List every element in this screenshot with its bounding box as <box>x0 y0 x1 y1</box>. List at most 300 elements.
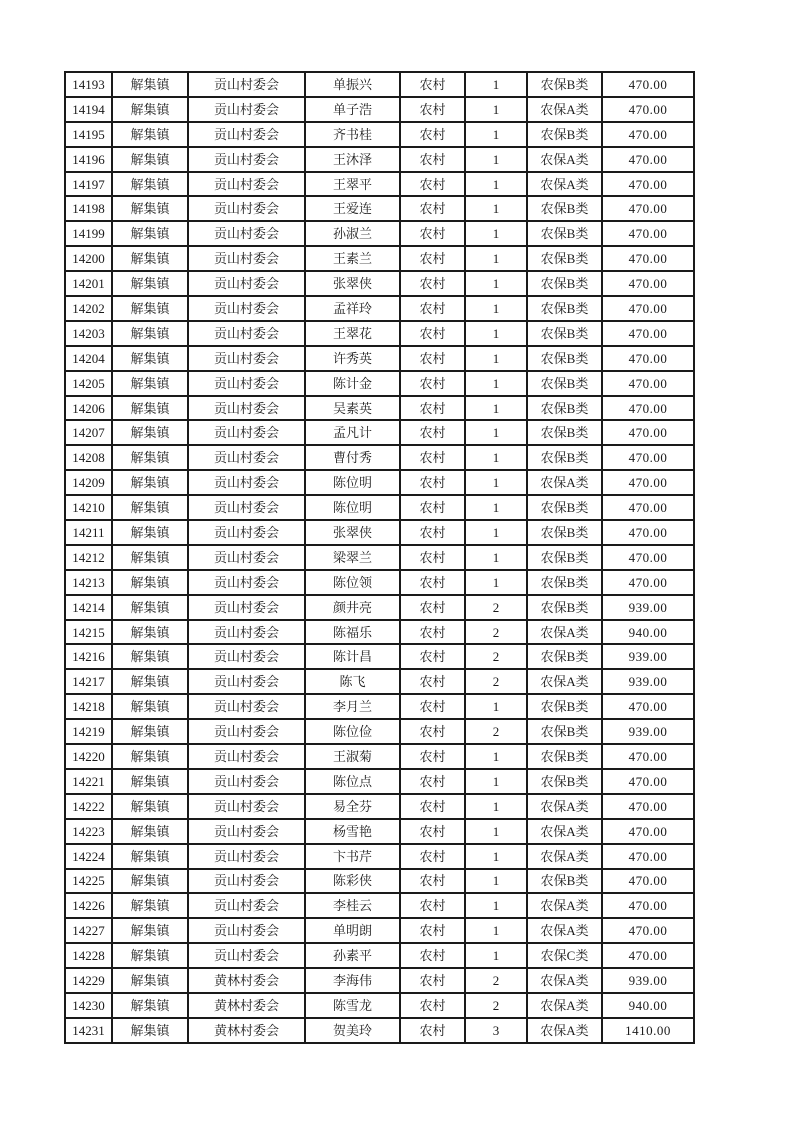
cell-category: 农保A类 <box>527 968 602 993</box>
table-row <box>65 769 694 794</box>
cell-residence: 农村 <box>400 470 465 495</box>
cell-person-count: 1 <box>465 196 527 221</box>
cell-amount: 470.00 <box>602 221 694 246</box>
cell-person-count: 1 <box>465 769 527 794</box>
cell-id: 14216 <box>65 644 112 669</box>
cell-amount: 470.00 <box>602 72 694 97</box>
cell-id: 14205 <box>65 371 112 396</box>
cell-id: 14202 <box>65 296 112 321</box>
cell-village: 贡山村委会 <box>188 893 305 918</box>
cell-id: 14208 <box>65 445 112 470</box>
cell-amount: 939.00 <box>602 644 694 669</box>
cell-person-count: 1 <box>465 694 527 719</box>
cell-amount: 470.00 <box>602 172 694 197</box>
cell-person-count: 2 <box>465 620 527 645</box>
cell-residence: 农村 <box>400 445 465 470</box>
cell-residence: 农村 <box>400 545 465 570</box>
cell-town: 解集镇 <box>112 221 188 246</box>
cell-village: 贡山村委会 <box>188 595 305 620</box>
cell-category: 农保B类 <box>527 520 602 545</box>
cell-id: 14223 <box>65 819 112 844</box>
cell-person-count: 3 <box>465 1018 527 1043</box>
table-row <box>65 420 694 445</box>
cell-village: 贡山村委会 <box>188 669 305 694</box>
cell-town: 解集镇 <box>112 97 188 122</box>
cell-amount: 939.00 <box>602 968 694 993</box>
table-row <box>65 221 694 246</box>
cell-name: 陈位点 <box>305 769 400 794</box>
cell-town: 解集镇 <box>112 694 188 719</box>
cell-amount: 470.00 <box>602 346 694 371</box>
table-row <box>65 694 694 719</box>
cell-amount: 470.00 <box>602 495 694 520</box>
cell-name: 单明朗 <box>305 918 400 943</box>
cell-id: 14207 <box>65 420 112 445</box>
cell-category: 农保B类 <box>527 296 602 321</box>
cell-town: 解集镇 <box>112 918 188 943</box>
table-row <box>65 470 694 495</box>
cell-id: 14226 <box>65 893 112 918</box>
table-row <box>65 620 694 645</box>
cell-town: 解集镇 <box>112 570 188 595</box>
cell-id: 14210 <box>65 495 112 520</box>
table-row <box>65 968 694 993</box>
cell-category: 农保A类 <box>527 993 602 1018</box>
cell-amount: 470.00 <box>602 893 694 918</box>
table-row <box>65 893 694 918</box>
cell-id: 14218 <box>65 694 112 719</box>
cell-town: 解集镇 <box>112 520 188 545</box>
cell-amount: 470.00 <box>602 918 694 943</box>
cell-name: 单子浩 <box>305 97 400 122</box>
cell-amount: 1410.00 <box>602 1018 694 1043</box>
cell-category: 农保B类 <box>527 869 602 894</box>
cell-name: 孙素平 <box>305 943 400 968</box>
cell-person-count: 1 <box>465 396 527 421</box>
cell-category: 农保A类 <box>527 620 602 645</box>
cell-town: 解集镇 <box>112 943 188 968</box>
cell-id: 14225 <box>65 869 112 894</box>
cell-village: 贡山村委会 <box>188 520 305 545</box>
cell-amount: 470.00 <box>602 196 694 221</box>
cell-amount: 939.00 <box>602 719 694 744</box>
cell-amount: 470.00 <box>602 520 694 545</box>
cell-town: 解集镇 <box>112 271 188 296</box>
cell-village: 贡山村委会 <box>188 570 305 595</box>
cell-village: 贡山村委会 <box>188 72 305 97</box>
cell-village: 贡山村委会 <box>188 396 305 421</box>
cell-town: 解集镇 <box>112 296 188 321</box>
cell-person-count: 1 <box>465 869 527 894</box>
cell-town: 解集镇 <box>112 968 188 993</box>
cell-town: 解集镇 <box>112 620 188 645</box>
cell-id: 14193 <box>65 72 112 97</box>
cell-residence: 农村 <box>400 371 465 396</box>
cell-person-count: 2 <box>465 595 527 620</box>
cell-name: 杨雪艳 <box>305 819 400 844</box>
cell-category: 农保B类 <box>527 570 602 595</box>
cell-town: 解集镇 <box>112 545 188 570</box>
cell-category: 农保B类 <box>527 246 602 271</box>
cell-town: 解集镇 <box>112 819 188 844</box>
cell-town: 解集镇 <box>112 893 188 918</box>
cell-town: 解集镇 <box>112 172 188 197</box>
cell-category: 农保B类 <box>527 644 602 669</box>
cell-name: 单振兴 <box>305 72 400 97</box>
cell-amount: 470.00 <box>602 321 694 346</box>
table-row <box>65 1018 694 1043</box>
cell-town: 解集镇 <box>112 844 188 869</box>
cell-town: 解集镇 <box>112 869 188 894</box>
cell-village: 贡山村委会 <box>188 470 305 495</box>
cell-residence: 农村 <box>400 172 465 197</box>
cell-id: 14221 <box>65 769 112 794</box>
cell-id: 14224 <box>65 844 112 869</box>
table-row <box>65 495 694 520</box>
cell-residence: 农村 <box>400 943 465 968</box>
cell-id: 14199 <box>65 221 112 246</box>
cell-village: 贡山村委会 <box>188 918 305 943</box>
cell-category: 农保B类 <box>527 744 602 769</box>
cell-amount: 470.00 <box>602 769 694 794</box>
cell-village: 贡山村委会 <box>188 445 305 470</box>
cell-village: 贡山村委会 <box>188 122 305 147</box>
table-row <box>65 271 694 296</box>
cell-id: 14219 <box>65 719 112 744</box>
cell-name: 张翠侠 <box>305 520 400 545</box>
cell-village: 贡山村委会 <box>188 196 305 221</box>
cell-category: 农保B类 <box>527 445 602 470</box>
cell-person-count: 1 <box>465 470 527 495</box>
cell-village: 贡山村委会 <box>188 346 305 371</box>
cell-town: 解集镇 <box>112 445 188 470</box>
cell-id: 14196 <box>65 147 112 172</box>
cell-id: 14206 <box>65 396 112 421</box>
table-row <box>65 296 694 321</box>
cell-amount: 470.00 <box>602 794 694 819</box>
cell-name: 王翠平 <box>305 172 400 197</box>
cell-name: 王素兰 <box>305 246 400 271</box>
cell-name: 王沐泽 <box>305 147 400 172</box>
cell-category: 农保A类 <box>527 669 602 694</box>
cell-amount: 470.00 <box>602 844 694 869</box>
cell-name: 孟凡计 <box>305 420 400 445</box>
cell-village: 贡山村委会 <box>188 694 305 719</box>
table-body <box>65 72 694 1043</box>
cell-residence: 农村 <box>400 72 465 97</box>
cell-amount: 470.00 <box>602 122 694 147</box>
cell-name: 易全芬 <box>305 794 400 819</box>
cell-person-count: 1 <box>465 371 527 396</box>
cell-residence: 农村 <box>400 221 465 246</box>
cell-id: 14229 <box>65 968 112 993</box>
cell-person-count: 1 <box>465 296 527 321</box>
cell-name: 许秀英 <box>305 346 400 371</box>
cell-residence: 农村 <box>400 794 465 819</box>
cell-name: 陈雪龙 <box>305 993 400 1018</box>
table-row <box>65 147 694 172</box>
cell-category: 农保A类 <box>527 844 602 869</box>
cell-name: 陈位领 <box>305 570 400 595</box>
cell-amount: 470.00 <box>602 545 694 570</box>
cell-person-count: 1 <box>465 321 527 346</box>
cell-amount: 470.00 <box>602 943 694 968</box>
table-row <box>65 97 694 122</box>
cell-person-count: 1 <box>465 122 527 147</box>
cell-person-count: 1 <box>465 893 527 918</box>
cell-town: 解集镇 <box>112 371 188 396</box>
cell-town: 解集镇 <box>112 1018 188 1043</box>
cell-name: 孟祥玲 <box>305 296 400 321</box>
cell-town: 解集镇 <box>112 644 188 669</box>
cell-id: 14200 <box>65 246 112 271</box>
table-row <box>65 246 694 271</box>
cell-town: 解集镇 <box>112 744 188 769</box>
cell-town: 解集镇 <box>112 196 188 221</box>
cell-person-count: 1 <box>465 172 527 197</box>
cell-village: 贡山村委会 <box>188 644 305 669</box>
cell-id: 14230 <box>65 993 112 1018</box>
table-row <box>65 918 694 943</box>
cell-name: 王爱连 <box>305 196 400 221</box>
table-row <box>65 595 694 620</box>
cell-name: 曹付秀 <box>305 445 400 470</box>
cell-id: 14231 <box>65 1018 112 1043</box>
cell-town: 解集镇 <box>112 321 188 346</box>
cell-residence: 农村 <box>400 196 465 221</box>
cell-amount: 470.00 <box>602 819 694 844</box>
cell-town: 解集镇 <box>112 72 188 97</box>
table-row <box>65 371 694 396</box>
cell-amount: 470.00 <box>602 744 694 769</box>
cell-category: 农保A类 <box>527 918 602 943</box>
cell-residence: 农村 <box>400 620 465 645</box>
cell-name: 陈位俭 <box>305 719 400 744</box>
table-row <box>65 819 694 844</box>
cell-village: 贡山村委会 <box>188 371 305 396</box>
cell-name: 李海伟 <box>305 968 400 993</box>
cell-residence: 农村 <box>400 147 465 172</box>
cell-name: 孙淑兰 <box>305 221 400 246</box>
cell-town: 解集镇 <box>112 396 188 421</box>
cell-person-count: 1 <box>465 246 527 271</box>
cell-village: 贡山村委会 <box>188 246 305 271</box>
cell-category: 农保B类 <box>527 595 602 620</box>
cell-id: 14220 <box>65 744 112 769</box>
cell-village: 贡山村委会 <box>188 794 305 819</box>
cell-id: 14227 <box>65 918 112 943</box>
cell-person-count: 1 <box>465 545 527 570</box>
cell-village: 贡山村委会 <box>188 620 305 645</box>
cell-amount: 470.00 <box>602 97 694 122</box>
cell-town: 解集镇 <box>112 595 188 620</box>
cell-amount: 470.00 <box>602 246 694 271</box>
cell-name: 陈飞 <box>305 669 400 694</box>
cell-residence: 农村 <box>400 321 465 346</box>
cell-amount: 470.00 <box>602 445 694 470</box>
cell-category: 农保B类 <box>527 495 602 520</box>
cell-category: 农保B类 <box>527 396 602 421</box>
table-row <box>65 72 694 97</box>
cell-id: 14209 <box>65 470 112 495</box>
cell-residence: 农村 <box>400 495 465 520</box>
cell-name: 齐书桂 <box>305 122 400 147</box>
cell-id: 14214 <box>65 595 112 620</box>
cell-residence: 农村 <box>400 968 465 993</box>
cell-person-count: 1 <box>465 744 527 769</box>
cell-amount: 470.00 <box>602 296 694 321</box>
cell-id: 14204 <box>65 346 112 371</box>
cell-village: 贡山村委会 <box>188 769 305 794</box>
cell-category: 农保C类 <box>527 943 602 968</box>
cell-residence: 农村 <box>400 520 465 545</box>
cell-town: 解集镇 <box>112 122 188 147</box>
cell-person-count: 1 <box>465 943 527 968</box>
table-row <box>65 744 694 769</box>
cell-person-count: 2 <box>465 993 527 1018</box>
table-row <box>65 719 694 744</box>
cell-id: 14212 <box>65 545 112 570</box>
table-row <box>65 122 694 147</box>
cell-village: 贡山村委会 <box>188 321 305 346</box>
cell-residence: 农村 <box>400 570 465 595</box>
cell-category: 农保B类 <box>527 321 602 346</box>
table-row <box>65 794 694 819</box>
cell-village: 贡山村委会 <box>188 147 305 172</box>
cell-town: 解集镇 <box>112 794 188 819</box>
cell-residence: 农村 <box>400 744 465 769</box>
cell-village: 贡山村委会 <box>188 296 305 321</box>
cell-name: 陈位明 <box>305 470 400 495</box>
cell-category: 农保B类 <box>527 346 602 371</box>
cell-category: 农保B类 <box>527 271 602 296</box>
cell-person-count: 1 <box>465 221 527 246</box>
cell-category: 农保A类 <box>527 1018 602 1043</box>
cell-village: 贡山村委会 <box>188 719 305 744</box>
cell-name: 吴素英 <box>305 396 400 421</box>
cell-amount: 470.00 <box>602 396 694 421</box>
cell-category: 农保B类 <box>527 72 602 97</box>
cell-village: 贡山村委会 <box>188 420 305 445</box>
cell-residence: 农村 <box>400 644 465 669</box>
cell-village: 贡山村委会 <box>188 869 305 894</box>
cell-residence: 农村 <box>400 844 465 869</box>
table-row <box>65 943 694 968</box>
table-row <box>65 570 694 595</box>
cell-amount: 470.00 <box>602 420 694 445</box>
cell-village: 贡山村委会 <box>188 172 305 197</box>
cell-village: 贡山村委会 <box>188 221 305 246</box>
cell-village: 贡山村委会 <box>188 495 305 520</box>
cell-name: 颜井亮 <box>305 595 400 620</box>
cell-name: 梁翠兰 <box>305 545 400 570</box>
cell-residence: 农村 <box>400 769 465 794</box>
cell-category: 农保B类 <box>527 769 602 794</box>
cell-village: 贡山村委会 <box>188 744 305 769</box>
table-row <box>65 869 694 894</box>
cell-residence: 农村 <box>400 918 465 943</box>
cell-category: 农保A类 <box>527 470 602 495</box>
cell-category: 农保B类 <box>527 122 602 147</box>
cell-id: 14211 <box>65 520 112 545</box>
cell-category: 农保B类 <box>527 545 602 570</box>
cell-person-count: 2 <box>465 719 527 744</box>
cell-person-count: 1 <box>465 445 527 470</box>
cell-amount: 470.00 <box>602 147 694 172</box>
cell-category: 农保B类 <box>527 420 602 445</box>
cell-town: 解集镇 <box>112 420 188 445</box>
cell-amount: 470.00 <box>602 271 694 296</box>
cell-category: 农保B类 <box>527 371 602 396</box>
cell-residence: 农村 <box>400 669 465 694</box>
table-row <box>65 346 694 371</box>
cell-category: 农保A类 <box>527 819 602 844</box>
table-row <box>65 396 694 421</box>
cell-town: 解集镇 <box>112 147 188 172</box>
cell-category: 农保B类 <box>527 694 602 719</box>
cell-residence: 农村 <box>400 719 465 744</box>
cell-residence: 农村 <box>400 595 465 620</box>
table-row <box>65 644 694 669</box>
cell-amount: 470.00 <box>602 371 694 396</box>
cell-residence: 农村 <box>400 97 465 122</box>
cell-name: 陈彩侠 <box>305 869 400 894</box>
cell-town: 解集镇 <box>112 769 188 794</box>
benefits-table <box>64 71 695 1044</box>
cell-amount: 940.00 <box>602 620 694 645</box>
cell-person-count: 1 <box>465 97 527 122</box>
cell-residence: 农村 <box>400 271 465 296</box>
cell-village: 黄林村委会 <box>188 968 305 993</box>
cell-village: 黄林村委会 <box>188 993 305 1018</box>
cell-id: 14194 <box>65 97 112 122</box>
cell-person-count: 1 <box>465 794 527 819</box>
cell-id: 14197 <box>65 172 112 197</box>
cell-village: 贡山村委会 <box>188 271 305 296</box>
cell-amount: 939.00 <box>602 595 694 620</box>
cell-residence: 农村 <box>400 346 465 371</box>
table-row <box>65 321 694 346</box>
cell-id: 14213 <box>65 570 112 595</box>
cell-id: 14198 <box>65 196 112 221</box>
cell-id: 14222 <box>65 794 112 819</box>
cell-category: 农保A类 <box>527 893 602 918</box>
cell-residence: 农村 <box>400 296 465 321</box>
cell-id: 14217 <box>65 669 112 694</box>
cell-person-count: 1 <box>465 346 527 371</box>
cell-amount: 470.00 <box>602 470 694 495</box>
cell-category: 农保B类 <box>527 196 602 221</box>
cell-id: 14195 <box>65 122 112 147</box>
cell-residence: 农村 <box>400 122 465 147</box>
cell-name: 陈位明 <box>305 495 400 520</box>
cell-id: 14228 <box>65 943 112 968</box>
cell-residence: 农村 <box>400 246 465 271</box>
cell-category: 农保A类 <box>527 794 602 819</box>
table-row <box>65 196 694 221</box>
cell-category: 农保B类 <box>527 221 602 246</box>
cell-amount: 470.00 <box>602 570 694 595</box>
table-row <box>65 445 694 470</box>
table-row <box>65 545 694 570</box>
cell-name: 李桂云 <box>305 893 400 918</box>
cell-category: 农保A类 <box>527 97 602 122</box>
cell-name: 陈计昌 <box>305 644 400 669</box>
cell-village: 贡山村委会 <box>188 819 305 844</box>
cell-name: 王翠花 <box>305 321 400 346</box>
cell-person-count: 1 <box>465 844 527 869</box>
cell-town: 解集镇 <box>112 669 188 694</box>
